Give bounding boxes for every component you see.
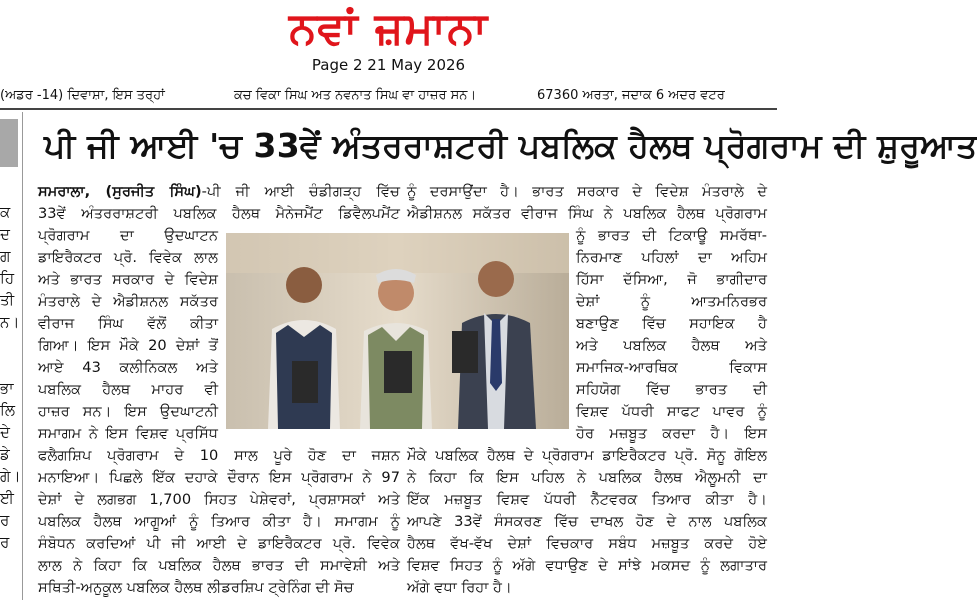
adjacent-photo-edge: [0, 119, 18, 167]
fragment-line: ਦ: [0, 225, 10, 243]
fragment-line: ਰ: [0, 533, 10, 551]
article-line: ਨੂੰ ਭਾਰਤ ਦੀ ਟਿਕਾਊ ਸਮਰੱਥਾ-: [576, 227, 767, 244]
header-rule: [0, 108, 777, 110]
article-line: ਐਡੀਸ਼ਨਲ ਸਕੱਤਰ ਵੀਰਾਜ ਸਿੰਘ ਨੇ ਪਬਲਿਕ ਹੈਲਥ ਪ੍ਰੋਗਰਾਮ: [407, 205, 767, 222]
article-line: ਡਾਇਰੈਕਟਰ ਪ੍ਰੋ. ਵਿਵੇਕ ਲਾਲ: [38, 249, 218, 266]
newspaper-masthead: ਨਵਾਂ ਜ਼ਮਾਨਾ: [288, 3, 489, 54]
article-headline: ਪੀ ਜੀ ਆਈ 'ਚ 33ਵੇਂ ਅੰਤਰਰਾਸ਼ਟਰੀ ਪਬਲਿਕ ਹੈਲਥ ਪ੍ਰੋਗਰਾਮ ਦੀ ਸ਼ੁਰੂਆਤ: [44, 126, 977, 165]
article-line: ਇੱਕ ਮਜ਼ਬੂਤ ਵਿਸ਼ਵ ਪੱਧਰੀ ਨੈੱਟਵਰਕ ਤਿਆਰ ਕੀਤਾ ਹੈ।: [407, 491, 767, 508]
fragment-line: [0, 355, 20, 377]
article-line: ਸਹਿਯੋਗ ਵਿੱਚ ਭਾਰਤ ਦੀ: [576, 381, 767, 398]
fragment-line: ਨ।: [0, 313, 20, 331]
article-line: ਹੋਰ ਮਜ਼ਬੂਤ ਕਰਦਾ ਹੈ। ਇਸ: [576, 425, 767, 442]
fragment-line: ਤੀ: [0, 291, 15, 309]
article-line: ਦੇਸ਼ਾਂ ਦੇ ਲਗਭਗ 1,700 ਸਿਹਤ ਪੇਸ਼ੇਵਰਾਂ, ਪ੍ਰਸ਼ਾਸਕਾਂ ਅਤੇ: [38, 491, 400, 508]
fragment-line: ਡੇ: [0, 445, 10, 463]
article-line: ਪਬਲਿਕ ਹੈਲਥ ਮਾਹਰ ਵੀ: [38, 381, 218, 398]
fragment-line: ਕ: [0, 203, 11, 221]
article-line: ਅਤੇ ਪਬਲਿਕ ਹੈਲਥ ਅਤੇ: [576, 337, 767, 354]
article-line: -ਪੀ ਜੀ ਆਈ ਚੰਡੀਗੜ੍ਹ ਵਿੱਚ: [201, 183, 400, 200]
article-photo: [226, 233, 569, 429]
article-line: ਸਮਾਜਿਕ-ਆਰਥਿਕ ਵਿਕਾਸ: [576, 359, 767, 376]
fragment-line: ਹਿ: [0, 269, 15, 287]
article-column-2-narrow: [576, 225, 767, 445]
adjacent-column-fragments: [0, 201, 20, 553]
fragment-line: ਗ: [0, 247, 11, 265]
article-line: ਸਮਾਗਮ ਨੇ ਇਸ ਵਿਸ਼ਵ ਪ੍ਰਸਿੱਧ: [38, 425, 218, 442]
article-line: ਮਨਾਇਆ। ਪਿਛਲੇ ਇੱਕ ਦਹਾਕੇ ਦੌਰਾਨ ਇਸ ਪ੍ਰੋਗਰਾਮ ਨੇ 97: [38, 469, 400, 486]
article-line: ਫਲੈਗਸ਼ਿਪ ਪ੍ਰੋਗਰਾਮ ਦੇ 10 ਸਾਲ ਪੂਰੇ ਹੋਣ ਦਾ ਜਸ਼ਨ: [38, 447, 400, 464]
article-column-2-bottom: [407, 445, 767, 599]
article-line: ਆਏ 43 ਕਲੀਨਿਕਲ ਅਤੇ: [38, 359, 218, 376]
article-line: ਨੇ ਕਿਹਾ ਕਿ ਇਸ ਪਹਿਲ ਨੇ ਪਬਲਿਕ ਹੈਲਥ ਐਲੂਮਨੀ ਦਾ: [407, 469, 767, 486]
article-line: ਹੈਲਥ ਵੱਖ-ਵੱਖ ਦੇਸ਼ਾਂ ਵਿਚਕਾਰ ਸਬੰਧ ਮਜ਼ਬੂਤ ਕਰਦੇ ਹੋਏ: [407, 535, 767, 552]
article-line: ਹਾਜ਼ਰ ਸਨ। ਇਸ ਉਦਘਾਟਨੀ: [38, 403, 218, 420]
article-line: ਆਪਣੇ 33ਵੇਂ ਸੰਸਕਰਣ ਵਿੱਚ ਦਾਖਲ ਹੋਣ ਦੇ ਨਾਲ ਪਬਲਿਕ: [407, 513, 767, 530]
article-line: ਪ੍ਰੋਗਰਾਮ ਦਾ ਉਦਘਾਟਨ: [38, 227, 218, 244]
article-line: 33ਵੇਂ ਅੰਤਰਰਾਸ਼ਟਰੀ ਪਬਲਿਕ ਹੈਲਥ ਮੈਨੇਜਮੈਂਟ ਡਿਵੈਲਪਮੈਂਟ: [38, 205, 400, 222]
article-dateline: ਸਮਰਾਲਾ, (ਸੁਰਜੀਤ ਸਿੰਘ): [38, 183, 202, 200]
ticker-fragment: (ਅਡਰ -14) ਦਿਵਾਸ਼ਾ, ਇਸ ਤਰ੍ਹਾਂ: [0, 88, 165, 103]
fragment-line: ਗੇ।: [0, 467, 21, 485]
article-column-1-narrow: [38, 225, 218, 401]
article-line: ਪਬਲਿਕ ਹੈਲਥ ਆਗੂਆਂ ਨੂੰ ਤਿਆਰ ਕੀਤਾ ਹੈ। ਸਮਾਗਮ ਨੂੰ: [38, 513, 400, 530]
article-line: ਅਤੇ ਭਾਰਤ ਸਰਕਾਰ ਦੇ ਵਿਦੇਸ਼: [38, 271, 218, 288]
fragment-line: ਭਾ: [0, 379, 14, 397]
article-line: ਸਥਿਤੀ-ਅਨੁਕੂਲ ਪਬਲਿਕ ਹੈਲਥ ਲੀਡਰਸ਼ਿਪ ਟ੍ਰੇਨਿੰਗ ਦੀ ਸੋਚ: [38, 579, 354, 596]
article-line: ਲਾਲ ਨੇ ਕਿਹਾ ਕਿ ਪਬਲਿਕ ਹੈਲਥ ਭਾਰਤ ਦੀ ਸਮਾਵੇਸ਼ੀ ਅਤੇ: [38, 557, 400, 574]
article-line: ਨੂੰ ਦਰਸਾਉਂਦਾ ਹੈ। ਭਾਰਤ ਸਰਕਾਰ ਦੇ ਵਿਦੇਸ਼ ਮੰਤਰਾਲੇ ਦੇ: [407, 183, 767, 200]
article-column-1-bottom: [38, 445, 400, 599]
article-line: ਸੰਬੋਧਨ ਕਰਦਿਆਂ ਪੀ ਜੀ ਆਈ ਦੇ ਡਾਇਰੈਕਟਰ ਪ੍ਰੋ. ਵਿਵੇਕ: [38, 535, 400, 552]
article-line: ਮੰਤਰਾਲੇ ਦੇ ਐਡੀਸ਼ਨਲ ਸਕੱਤਰ: [38, 293, 218, 310]
fragment-line: ਦੇ: [0, 423, 10, 441]
article-line: ਵਿਸ਼ਵ ਪੱਧਰੀ ਸਾਫਟ ਪਾਵਰ ਨੂੰ: [576, 403, 767, 420]
article-line: ਅੱਗੇ ਵਧਾ ਰਿਹਾ ਹੈ।: [407, 579, 512, 596]
ticker-fragment: 67360 ਅਰਤਾ, ਜਦਾਕ 6 ਅਦਰ ਵਟਰ: [537, 88, 725, 103]
article-line: ਵੀਰਾਜ ਸਿੰਘ ਵੱਲੋਂ ਕੀਤਾ: [38, 315, 218, 332]
ticker-fragment: ਕਚ ਵਿਕਾ ਸਿਘ ਅਤ ਨਵਨਾਤ ਸਿਘ ਵਾ ਹਾਜ਼ਰ ਸਨ।: [234, 88, 477, 103]
top-ticker-strip: [0, 86, 777, 106]
fragment-line: ਲਿ: [0, 401, 15, 419]
article-column-2-top: [407, 181, 767, 225]
article-column-1-top: [38, 181, 400, 225]
fragment-line: [0, 333, 20, 355]
fragment-line: ਰ: [0, 511, 10, 529]
column-divider: [22, 112, 23, 600]
fragment-line: ਈ: [0, 489, 14, 507]
article-line: ਗਿਆ। ਇਸ ਮੌਕੇ 20 ਦੇਸ਼ਾਂ ਤੋਂ: [38, 337, 218, 354]
article-line: ਵਿਸ਼ਵ ਸਿਹਤ ਨੂੰ ਅੱਗੇ ਵਧਾਉਣ ਦੇ ਸਾਂਝੇ ਮਕਸਦ ਨੂੰ ਲਗਾਤਾਰ: [407, 557, 767, 574]
article-line: ਬਣਾਉਣ ਵਿੱਚ ਸਹਾਇਕ ਹੈ: [576, 315, 767, 332]
page-date-line: Page 2 21 May 2026: [311, 56, 466, 74]
article-column-1-narrow-end: [38, 401, 218, 445]
article-line: ਹਿੱਸਾ ਦੱਸਿਆ, ਜੋ ਭਾਗੀਦਾਰ: [576, 271, 767, 288]
photo-illustration: [226, 233, 569, 429]
article-line: ਦੇਸ਼ਾਂ ਨੂੰ ਆਤਮਨਿਰਭਰ: [576, 293, 767, 310]
article-line: ਮੌਕੇ ਪਬਲਿਕ ਹੈਲਥ ਦੇ ਪ੍ਰੋਗਰਾਮ ਡਾਇਰੈਕਟਰ ਪ੍ਰੋ. ਸੋਨੂ ਗੋਇਲ: [407, 447, 767, 464]
article-line: ਨਿਰਮਾਣ ਪਹਿਲਾਂ ਦਾ ਅਹਿਮ: [576, 249, 767, 266]
